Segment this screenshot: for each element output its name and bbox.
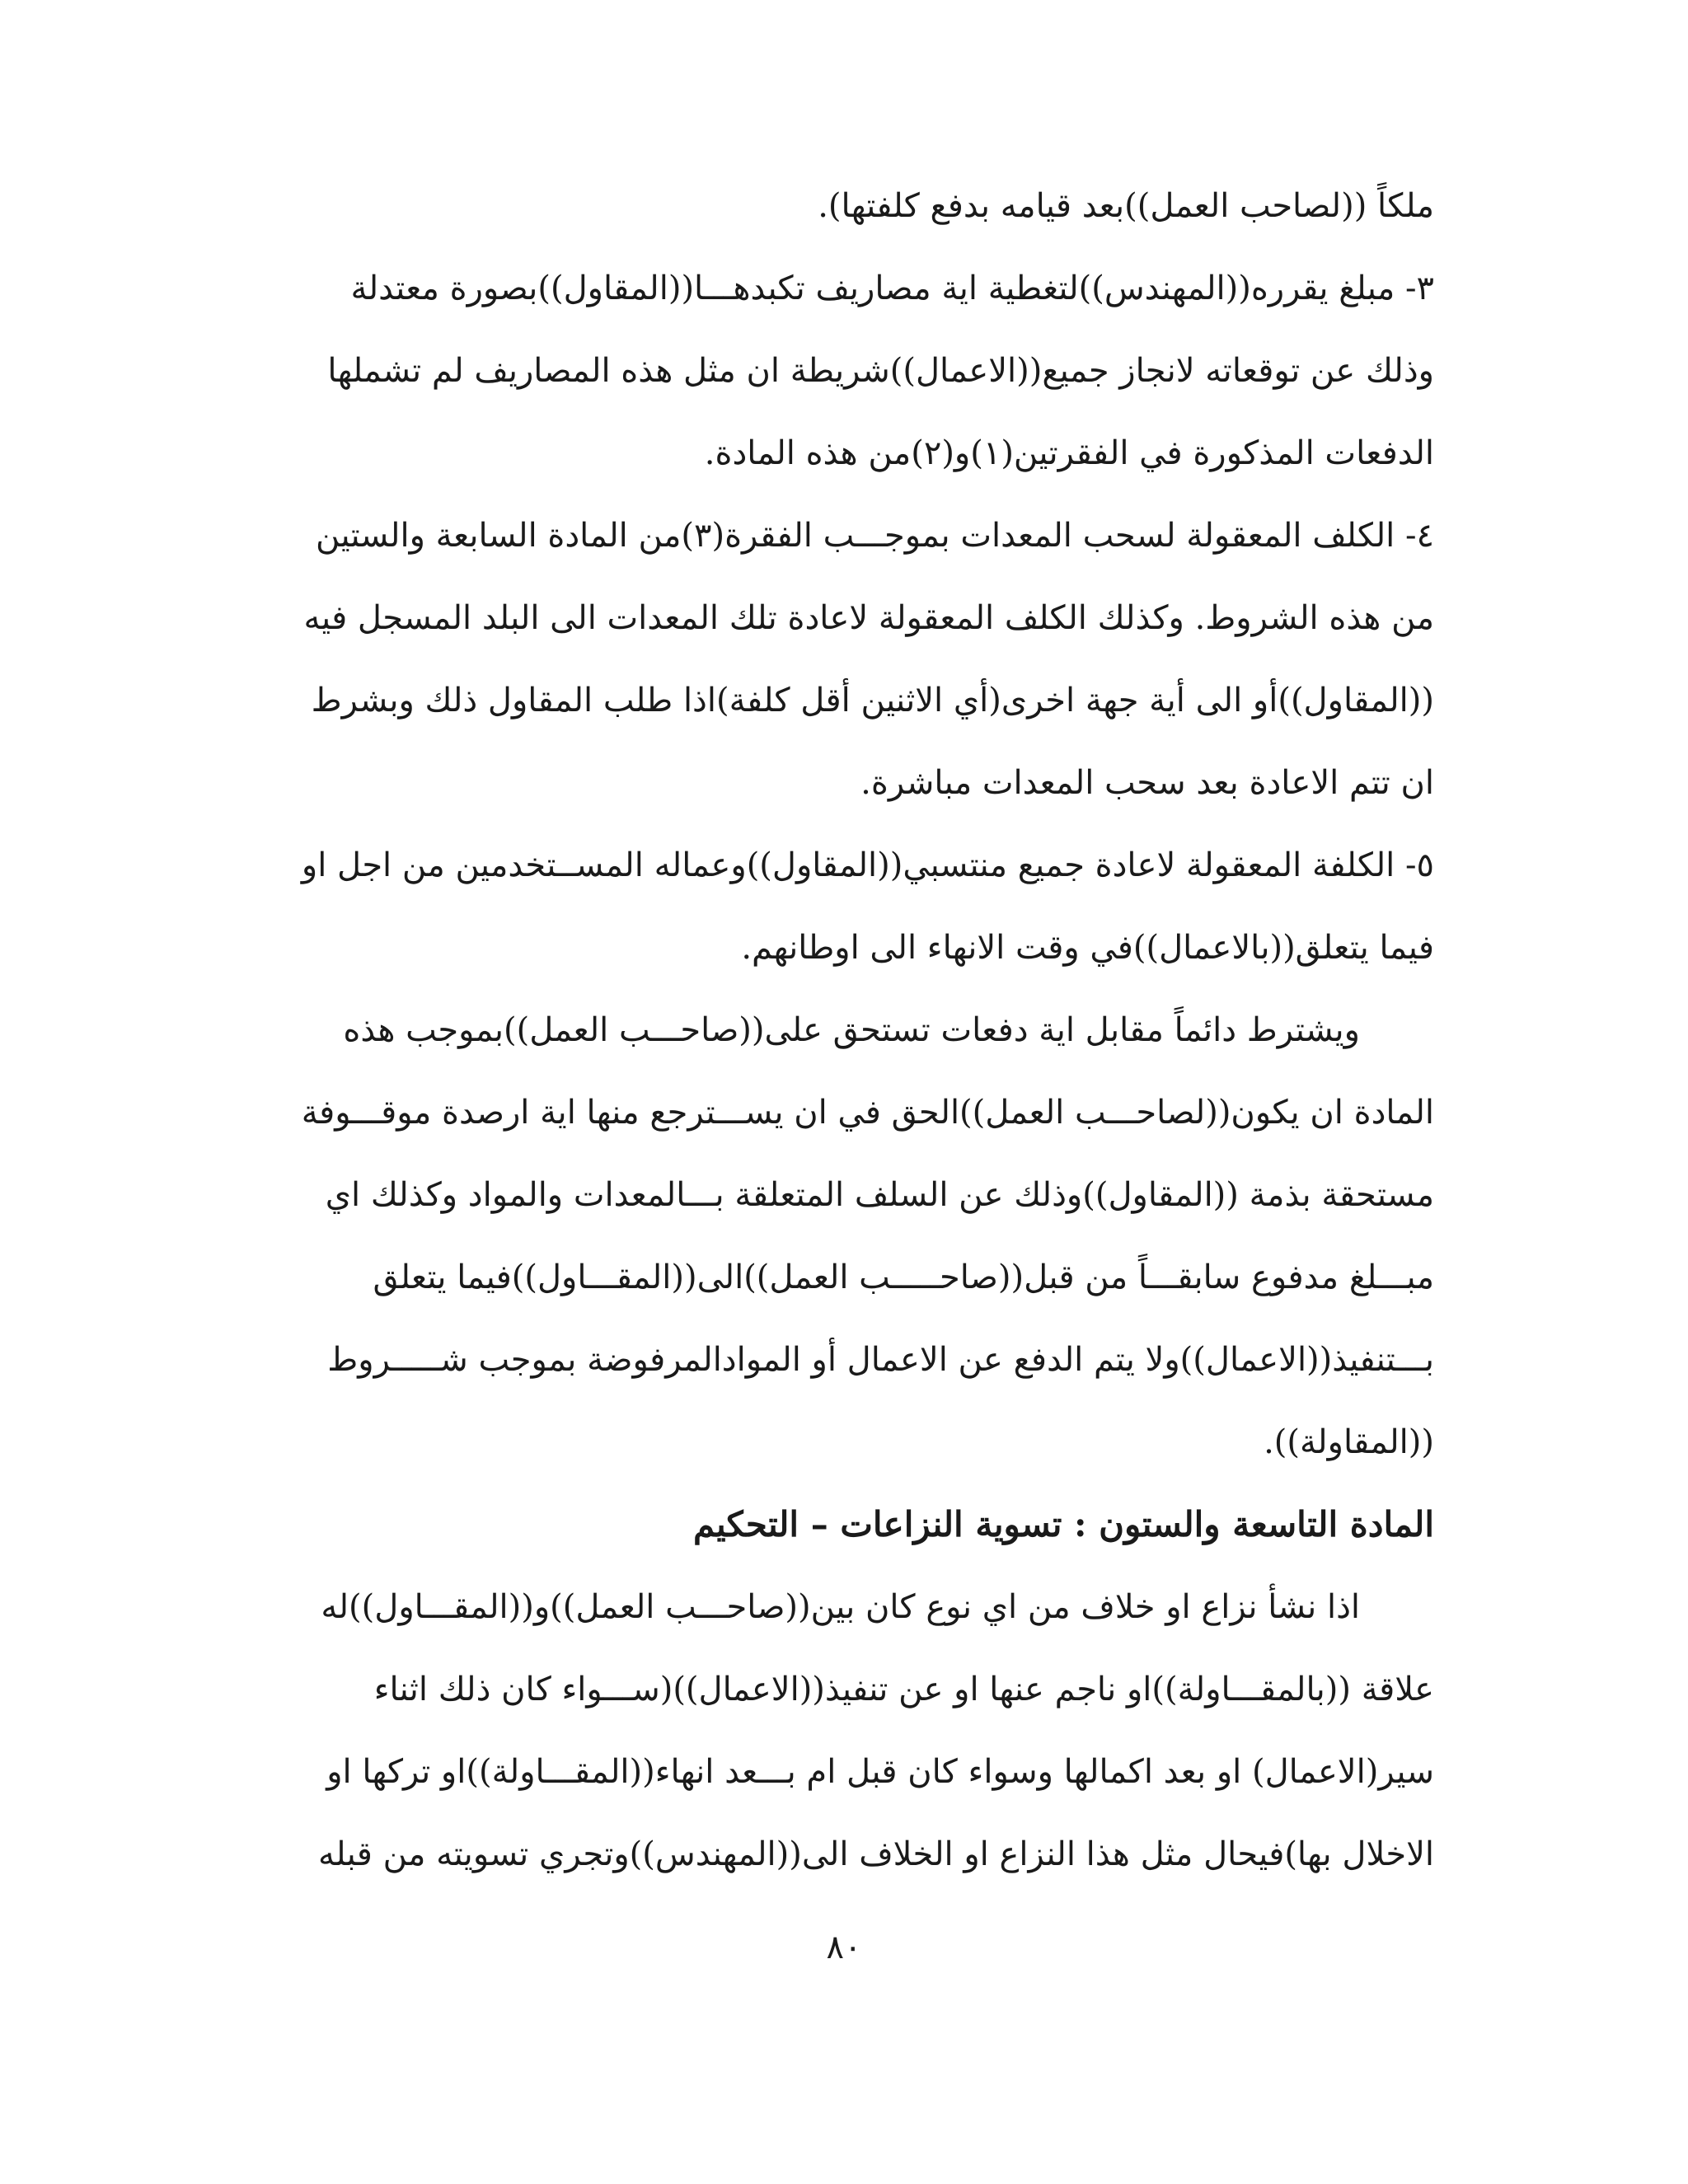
paragraph-clause-5 [231, 824, 1434, 989]
text-line: الاخلال بها)فيحال مثل هذا النزاع او الخلاف الى((المهندس))وتجري تسويته من قبله [317, 1835, 1434, 1873]
text-line: من هذه الشروط. وكذلك الكلف المعقولة لاعادة تلك المعدات الى البلد المسجل فيه [303, 599, 1434, 637]
page-number: ٨٠ [826, 1929, 862, 1966]
paragraph-disputes [231, 1566, 1434, 1896]
text-line: فيما يتعلق((بالاعمال))في وقت الانهاء الى اوطانهم. [741, 929, 1434, 967]
page-body [231, 165, 1434, 1896]
paragraph-conditions [231, 989, 1434, 1483]
paragraph-1 [231, 165, 1434, 247]
text-line: ملكاً ((لصاحب العمل))بعد قيامه بدفع كلفتها). [818, 187, 1434, 225]
text-line: وذلك عن توقعاته لانجاز جميع((الاعمال))شريطة ان مثل هذه المصاريف لم تشملها [327, 352, 1434, 390]
paragraph-clause-4 [231, 494, 1434, 824]
section-heading: المادة التاسعة والستون : تسوية النزاعات – التحكيم [693, 1504, 1434, 1544]
text-line: ٤- الكلف المعقولة لسحب المعدات بموجـــب الفقرة(٣)من المادة السابعة والستين [316, 517, 1434, 555]
text-line: اذا نشأ نزاع او خلاف من اي نوع كان بين((صاحـــب العمل))و((المقـــاول))له [321, 1588, 1360, 1626]
text-line: ٥- الكلفة المعقولة لاعادة جميع منتسبي((المقاول))وعماله المســتخدمين من اجل او [301, 846, 1434, 884]
paragraph-clause-3 [231, 247, 1434, 494]
text-line: علاقة ((بالمقـــاولة))او ناجم عنها او عن تنفيذ((الاعمال))(ســـواء كان ذلك اثناء [373, 1671, 1434, 1708]
text-line: ويشترط دائماً مقابل اية دفعات تستحق على((صاحـــب العمل))بموجب هذه [343, 1011, 1360, 1049]
text-line: سير(الاعمال) او بعد اكمالها وسواء كان قبل ام بـــعد انهاء((المقـــاولة))او تركها او [326, 1753, 1434, 1791]
text-line: ((المقاولة)). [1264, 1423, 1434, 1461]
text-line: ((المقاول))أو الى أية جهة اخرى(أي الاثنين أقل كلفة)اذا طلب المقاول ذلك وبشرط [311, 682, 1434, 719]
text-line: ان تتم الاعادة بعد سحب المعدات مباشرة. [860, 764, 1434, 802]
text-line: المادة ان يكون((لصاحـــب العمل))الحق في ان يســـترجع منها اية ارصدة موقـــوفة [301, 1094, 1434, 1132]
text-line: مستحقة بذمة ((المقاول))وذلك عن السلف المتعلقة بـــالمعدات والمواد وكذلك اي [325, 1176, 1434, 1214]
text-line: مبـــلغ مدفوع سابقـــاً من قبل((صاحـــــب العمل))الى((المقـــاول))فيما يتعلق [373, 1258, 1434, 1296]
text-line: بـــتنفيذ((الاعمال))ولا يتم الدفع عن الاعمال أو الموادالمرفوضة بموجب شـــــروط [327, 1341, 1434, 1379]
text-line: الدفعات المذكورة في الفقرتين(١)و(٢)من هذه المادة. [704, 434, 1434, 472]
text-line: ٣- مبلغ يقرره((المهندس))لتغطية اية مصاريف تكبدهـــا((المقاول))بصورة معتدلة [350, 269, 1434, 307]
